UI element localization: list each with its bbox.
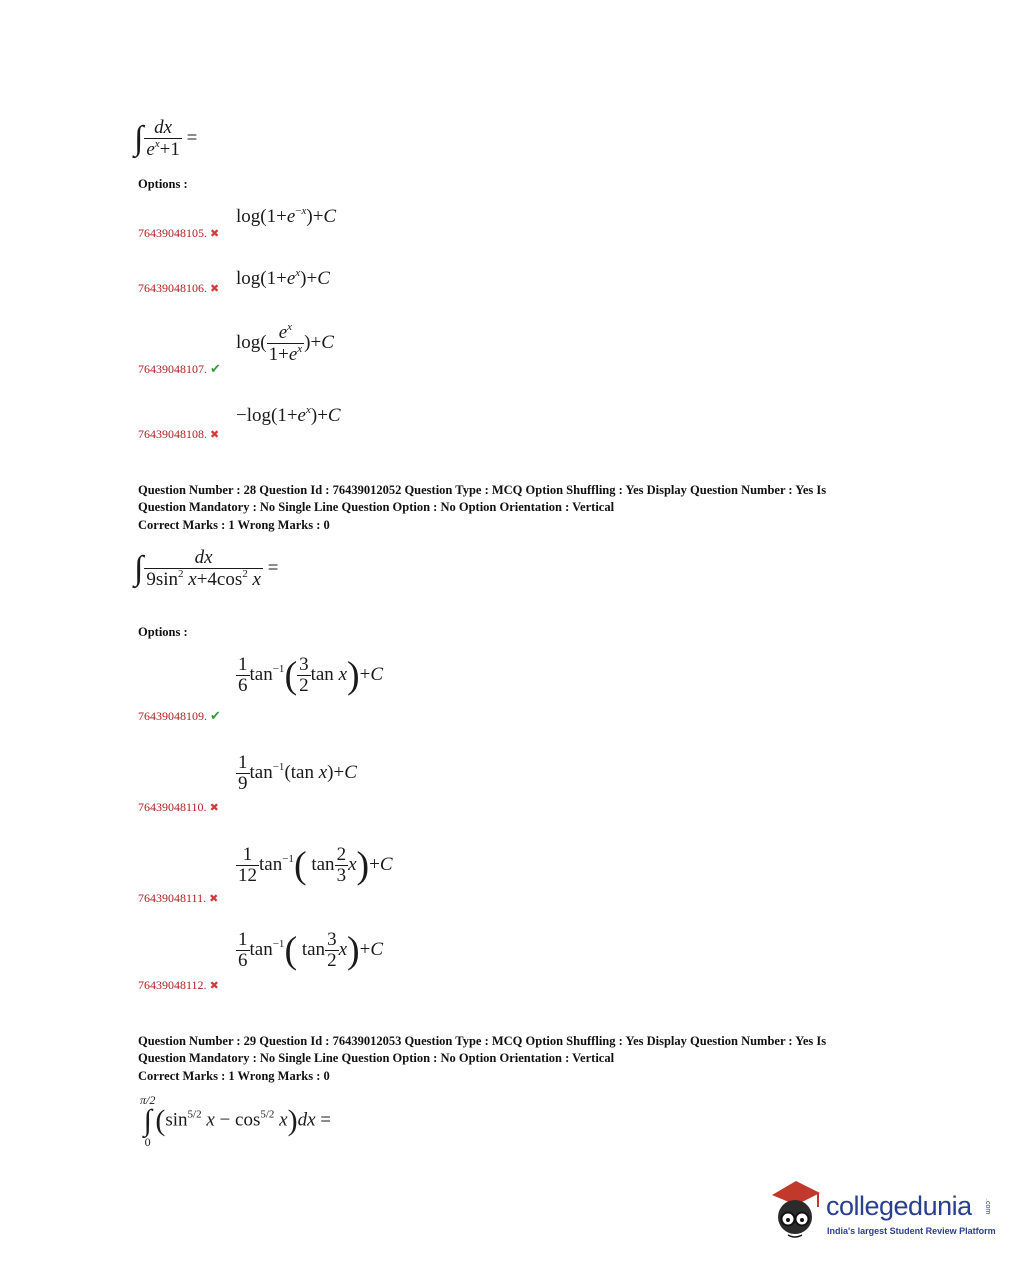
option-id: 76439048108. xyxy=(138,427,207,441)
q28-meta-line-1: Question Number : 28 Question Id : 76439012052 Question Type : MCQ Option Shuffling : Yes Display Question Number : Yes Is xyxy=(138,483,827,497)
q28-option-3-formula: $\frac{1}{12}$ $\tan^{-1}$( tan $\frac{2}{3}$ x)+C xyxy=(238,844,393,887)
logo-tagline: India's largest Student Review Platform xyxy=(827,1226,996,1236)
cross-icon: ✖ xyxy=(209,980,219,992)
q28-question-formula: ∫ $\frac{dx}{9\sin^2 x+4\cos^2 x}$ = xyxy=(134,547,279,590)
q27-option-2-formula: $\log(1+e^x)+C$ xyxy=(236,267,330,289)
option-id: 76439048105. xyxy=(138,226,207,240)
q28-metadata xyxy=(138,482,898,534)
collegedunia-logo[interactable] xyxy=(766,1177,996,1247)
q29-marks: Correct Marks : 1 Wrong Marks : 0 xyxy=(138,1069,330,1083)
q27-option-3[interactable] xyxy=(138,360,221,378)
q27-option-1[interactable] xyxy=(138,224,219,242)
cross-icon: ✖ xyxy=(210,429,220,441)
q28-meta-line-2: Question Mandatory : No Single Line Question Option : No Option Orientation : Vertical xyxy=(138,499,615,514)
q27-option-4-formula: $-\log(1+e^x)+C$ xyxy=(236,404,341,426)
q28-option-3[interactable] xyxy=(138,889,218,907)
option-id: 76439048106. xyxy=(138,281,207,295)
logo-tld: .com xyxy=(984,1199,991,1215)
option-id: 76439048109. xyxy=(138,709,207,723)
option-id: 76439048107. xyxy=(138,362,207,376)
option-id: 76439048111. xyxy=(138,891,207,905)
cross-icon: ✖ xyxy=(210,228,220,240)
mascot-icon xyxy=(766,1177,824,1245)
q28-option-2[interactable] xyxy=(138,798,219,816)
q29-meta-line-2: Question Mandatory : No Single Line Question Option : No Option Orientation : Vertical xyxy=(138,1050,615,1065)
q29-metadata xyxy=(138,1033,898,1085)
q28-option-2-formula: $\frac{1}{9}$ $\tan^{-1}(\tan$ x)+C xyxy=(238,752,357,794)
q27-option-1-formula: $\log(1+e^{-x})+C$ xyxy=(236,205,337,227)
q28-option-4[interactable] xyxy=(138,976,219,994)
option-id: 76439048110. xyxy=(138,800,207,814)
check-icon: ✔ xyxy=(210,708,221,723)
logo-wordmark: collegedunia xyxy=(826,1191,972,1221)
q28-option-1[interactable] xyxy=(138,707,221,725)
option-id: 76439048112. xyxy=(138,978,207,992)
cross-icon: ✖ xyxy=(209,802,219,814)
q28-options-label: Options : xyxy=(138,625,188,639)
q27-option-3-formula: log( $\frac{e^x}{1+e^x}$ )+C xyxy=(236,321,334,365)
q27-options-label: Options : xyxy=(138,177,188,191)
cross-icon: ✖ xyxy=(210,283,220,295)
q28-option-1-formula: $\frac{1}{6}$ $\tan^{-1}$( $\frac{3}{2}$ tan x)+C xyxy=(238,654,384,697)
q29-question-formula: π/2 ∫ 0 ($\sin^{5/2}$ $x - \cos^{5/2} x)dx$ = xyxy=(140,1093,331,1149)
q28-option-4-formula: $\frac{1}{6}$ $\tan^{-1}$( tan $\frac{3}{2}$ x)+C xyxy=(238,929,384,972)
q27-question-formula: ∫ $\frac{dx}{e^x+1}$ = xyxy=(134,117,198,160)
q27-option-4[interactable] xyxy=(138,425,219,443)
q27-option-2[interactable] xyxy=(138,279,219,297)
q28-marks: Correct Marks : 1 Wrong Marks : 0 xyxy=(138,518,330,532)
cross-icon: ✖ xyxy=(209,893,219,905)
check-icon: ✔ xyxy=(210,361,221,376)
q29-meta-line-1: Question Number : 29 Question Id : 76439012053 Question Type : MCQ Option Shuffling : Yes Display Question Number : Yes Is xyxy=(138,1034,827,1048)
